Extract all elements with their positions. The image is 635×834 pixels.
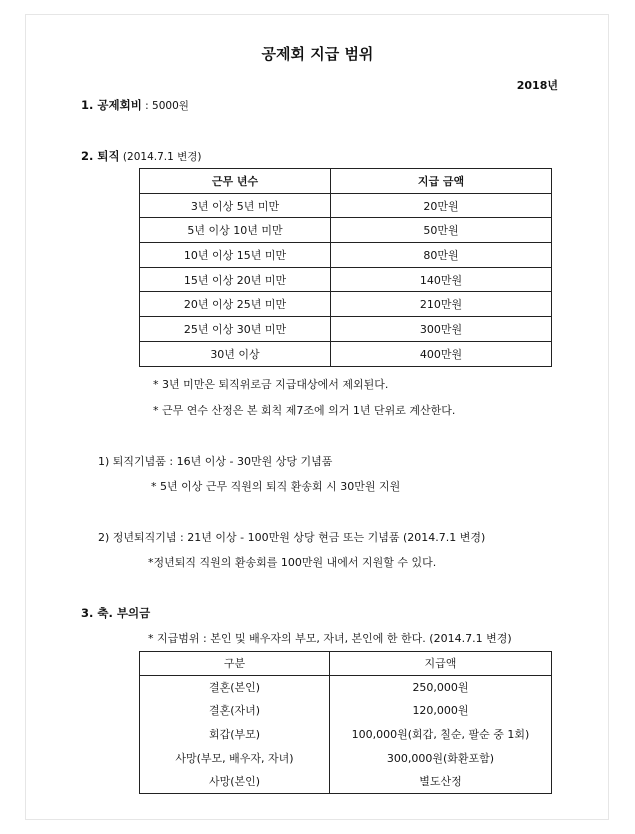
table-cell: 210만원 (331, 292, 552, 317)
column-header: 지급 금액 (331, 169, 552, 194)
document-year: 2018년 (516, 79, 558, 92)
section-3-label: 3. 축. 부의금 (81, 606, 151, 620)
table-row (140, 675, 552, 699)
table-row (140, 193, 552, 218)
retirement-note-2: * 근무 연수 산정은 본 회칙 제7조에 의거 1년 단위로 계산한다. (153, 404, 456, 417)
table-cell: 250,000원 (330, 675, 552, 699)
retirement-age-item: 2) 정년퇴직기념 : 21년 이상 - 100만원 상당 현금 또는 기념품 (2014.7.1 변경) (98, 531, 486, 544)
retirement-note-1: * 3년 미만은 퇴직위로금 지급대상에서 제외된다. (153, 378, 389, 391)
table-cell: 25년 이상 30년 미만 (140, 317, 331, 342)
table-cell: 사망(본인) (140, 769, 330, 793)
column-header: 근무 년수 (140, 169, 331, 194)
column-header: 구분 (140, 652, 330, 676)
table-row (140, 292, 552, 317)
condolence-table (139, 651, 552, 794)
table-cell: 3년 이상 5년 미만 (140, 193, 331, 218)
retirement-age-note: *정년퇴직 직원의 환송회를 100만원 내에서 지원할 수 있다. (148, 556, 437, 569)
table-cell: 결혼(본인) (140, 675, 330, 699)
section-3 (81, 605, 150, 621)
table-cell: 5년 이상 10년 미만 (140, 218, 331, 243)
document-title: 공제회 지급 범위 (261, 45, 374, 63)
table-row (140, 722, 552, 746)
table-row (140, 699, 552, 723)
table-header-row (140, 169, 552, 194)
condolence-scope-note: * 지급범위 : 본인 및 배우자의 부모, 자녀, 본인에 한 한다. (2014.7.1 변경) (148, 632, 512, 645)
section-1-value: : 5000원 (141, 100, 189, 112)
table-header-row (140, 652, 552, 676)
section-2 (81, 148, 202, 164)
section-1 (81, 97, 189, 113)
table-cell: 20년 이상 25년 미만 (140, 292, 331, 317)
table-cell: 100,000원(회갑, 칠순, 팔순 중 1회) (330, 722, 552, 746)
section-1-label: 1. 공제회비 (81, 98, 142, 112)
table-cell: 300만원 (331, 317, 552, 342)
table-row (140, 218, 552, 243)
table-cell: 140만원 (331, 267, 552, 292)
table-cell: 결혼(자녀) (140, 699, 330, 723)
table-cell: 50만원 (331, 218, 552, 243)
section-2-date: (2014.7.1 변경) (119, 151, 202, 163)
table-row (140, 317, 552, 342)
table-cell: 120,000원 (330, 699, 552, 723)
table-cell: 400만원 (331, 341, 552, 366)
column-header: 지급액 (330, 652, 552, 676)
table-cell: 300,000원(화환포함) (330, 746, 552, 770)
section-2-label: 2. 퇴직 (81, 149, 120, 163)
retirement-gift-item: 1) 퇴직기념품 : 16년 이상 - 30만원 상당 기념품 (98, 455, 333, 468)
retirement-gift-note: * 5년 이상 근무 직원의 퇴직 환송회 시 30만원 지원 (151, 480, 401, 493)
table-cell: 별도산정 (330, 769, 552, 793)
table-cell: 30년 이상 (140, 341, 331, 366)
table-cell: 사망(부모, 배우자, 자녀) (140, 746, 330, 770)
table-row (140, 341, 552, 366)
table-row (140, 243, 552, 268)
table-cell: 10년 이상 15년 미만 (140, 243, 331, 268)
table-cell: 회갑(부모) (140, 722, 330, 746)
table-cell: 20만원 (331, 193, 552, 218)
table-row (140, 267, 552, 292)
table-cell: 80만원 (331, 243, 552, 268)
table-row (140, 746, 552, 770)
retirement-table (139, 168, 552, 367)
table-cell: 15년 이상 20년 미만 (140, 267, 331, 292)
table-row (140, 769, 552, 793)
